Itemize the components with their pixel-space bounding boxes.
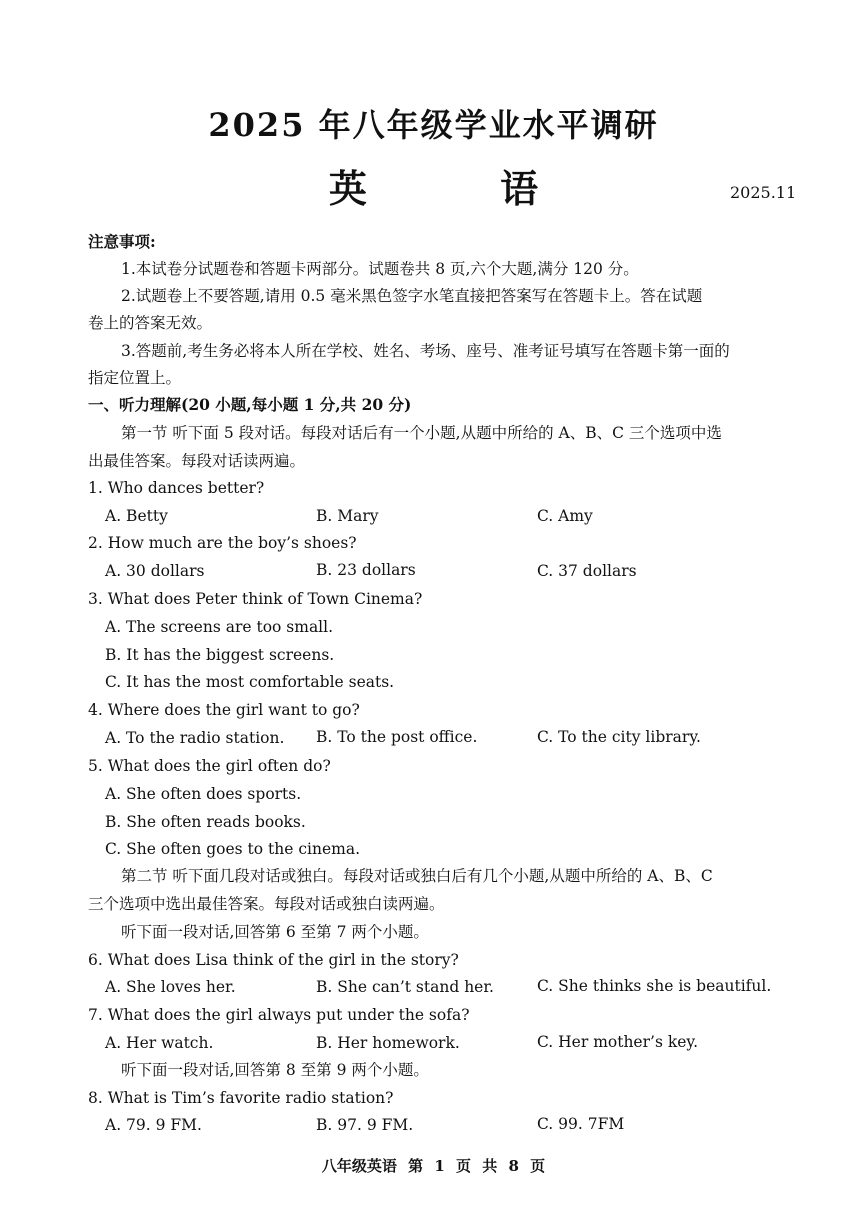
- question-2-option-a: A. 30 dollars: [105, 562, 205, 580]
- notice-item-2-line-2: 卷上的答案无效。: [88, 314, 213, 332]
- question-5: 5. What does the girl often do?: [88, 757, 331, 775]
- question-7-option-a: A. Her watch.: [105, 1034, 214, 1052]
- section-1-heading: 一、听力理解(20 小题,每小题 1 分,共 20 分): [88, 395, 412, 414]
- question-1: 1. Who dances better?: [88, 479, 265, 497]
- question-8-option-a: A. 79. 9 FM.: [105, 1116, 202, 1134]
- notice-item-3-line-1: 3.答题前,考生务必将本人所在学校、姓名、考场、座号、准考证号填写在答题卡第一面的: [121, 342, 730, 360]
- question-3-option-a: A. The screens are too small.: [105, 618, 334, 636]
- notice-heading: 注意事项:: [88, 232, 156, 251]
- question-2-option-c: C. 37 dollars: [537, 562, 637, 580]
- instruction-6-7: 听下面一段对话,回答第 6 至第 7 两个小题。: [121, 923, 429, 941]
- question-3-option-c: C. It has the most comfortable seats.: [105, 673, 395, 691]
- question-1-option-a: A. Betty: [105, 507, 168, 525]
- question-6-option-b: B. She can’t stand her.: [316, 978, 494, 996]
- part-1-instruction-line-1: 第一节 听下面 5 段对话。每段对话后有一个小题,从题中所给的 A、B、C 三个选项中选: [121, 424, 722, 442]
- part-2-instruction-line-1: 第二节 听下面几段对话或独白。每段对话或独白后有几个小题,从题中所给的 A、B、C: [121, 867, 713, 885]
- part-1-instruction-line-2: 出最佳答案。每段对话读两遍。: [88, 452, 306, 470]
- notice-item-1: 1.本试卷分试题卷和答题卡两部分。试题卷共 8 页,六个大题,满分 120 分。: [121, 260, 639, 278]
- question-4: 4. Where does the girl want to go?: [88, 701, 360, 719]
- question-8: 8. What is Tim’s favorite radio station?: [88, 1089, 394, 1107]
- part-2-instruction-line-2: 三个选项中选出最佳答案。每段对话或独白读两遍。: [88, 895, 445, 913]
- question-1-option-b: B. Mary: [316, 507, 379, 525]
- question-3-option-b: B. It has the biggest screens.: [105, 646, 335, 664]
- instruction-8-9: 听下面一段对话,回答第 8 至第 9 两个小题。: [121, 1061, 429, 1079]
- question-7: 7. What does the girl always put under the sofa?: [88, 1006, 470, 1024]
- question-5-option-b: B. She often reads books.: [105, 813, 306, 831]
- question-2-option-b: B. 23 dollars: [316, 561, 416, 579]
- question-3: 3. What does Peter think of Town Cinema?: [88, 590, 423, 608]
- question-4-option-c: C. To the city library.: [537, 728, 701, 746]
- question-1-option-c: C. Amy: [537, 507, 593, 525]
- question-8-option-b: B. 97. 9 FM.: [316, 1116, 414, 1134]
- question-5-option-a: A. She often does sports.: [105, 785, 302, 803]
- notice-item-2-line-1: 2.试题卷上不要答题,请用 0.5 毫米黑色签字水笔直接把答案写在答题卡上。答在试题: [121, 287, 703, 305]
- question-6-option-c: C. She thinks she is beautiful.: [537, 977, 772, 995]
- question-2: 2. How much are the boy’s shoes?: [88, 534, 357, 552]
- question-6-option-a: A. She loves her.: [105, 978, 236, 996]
- exam-date: 2025.11: [730, 183, 797, 202]
- question-7-option-b: B. Her homework.: [316, 1034, 460, 1052]
- question-4-option-b: B. To the post office.: [316, 728, 478, 746]
- question-7-option-c: C. Her mother’s key.: [537, 1033, 699, 1051]
- question-6: 6. What does Lisa think of the girl in the story?: [88, 951, 459, 969]
- exam-title: 2025 年八年级学业水平调研: [208, 106, 659, 144]
- subject-title: 英 语: [328, 166, 579, 211]
- question-5-option-c: C. She often goes to the cinema.: [105, 840, 361, 858]
- notice-item-3-line-2: 指定位置上。: [88, 369, 182, 387]
- question-8-option-c: C. 99. 7FM: [537, 1115, 625, 1133]
- question-4-option-a: A. To the radio station.: [105, 729, 285, 747]
- page-footer: 八年级英语 第 1 页 共 8 页: [321, 1157, 546, 1175]
